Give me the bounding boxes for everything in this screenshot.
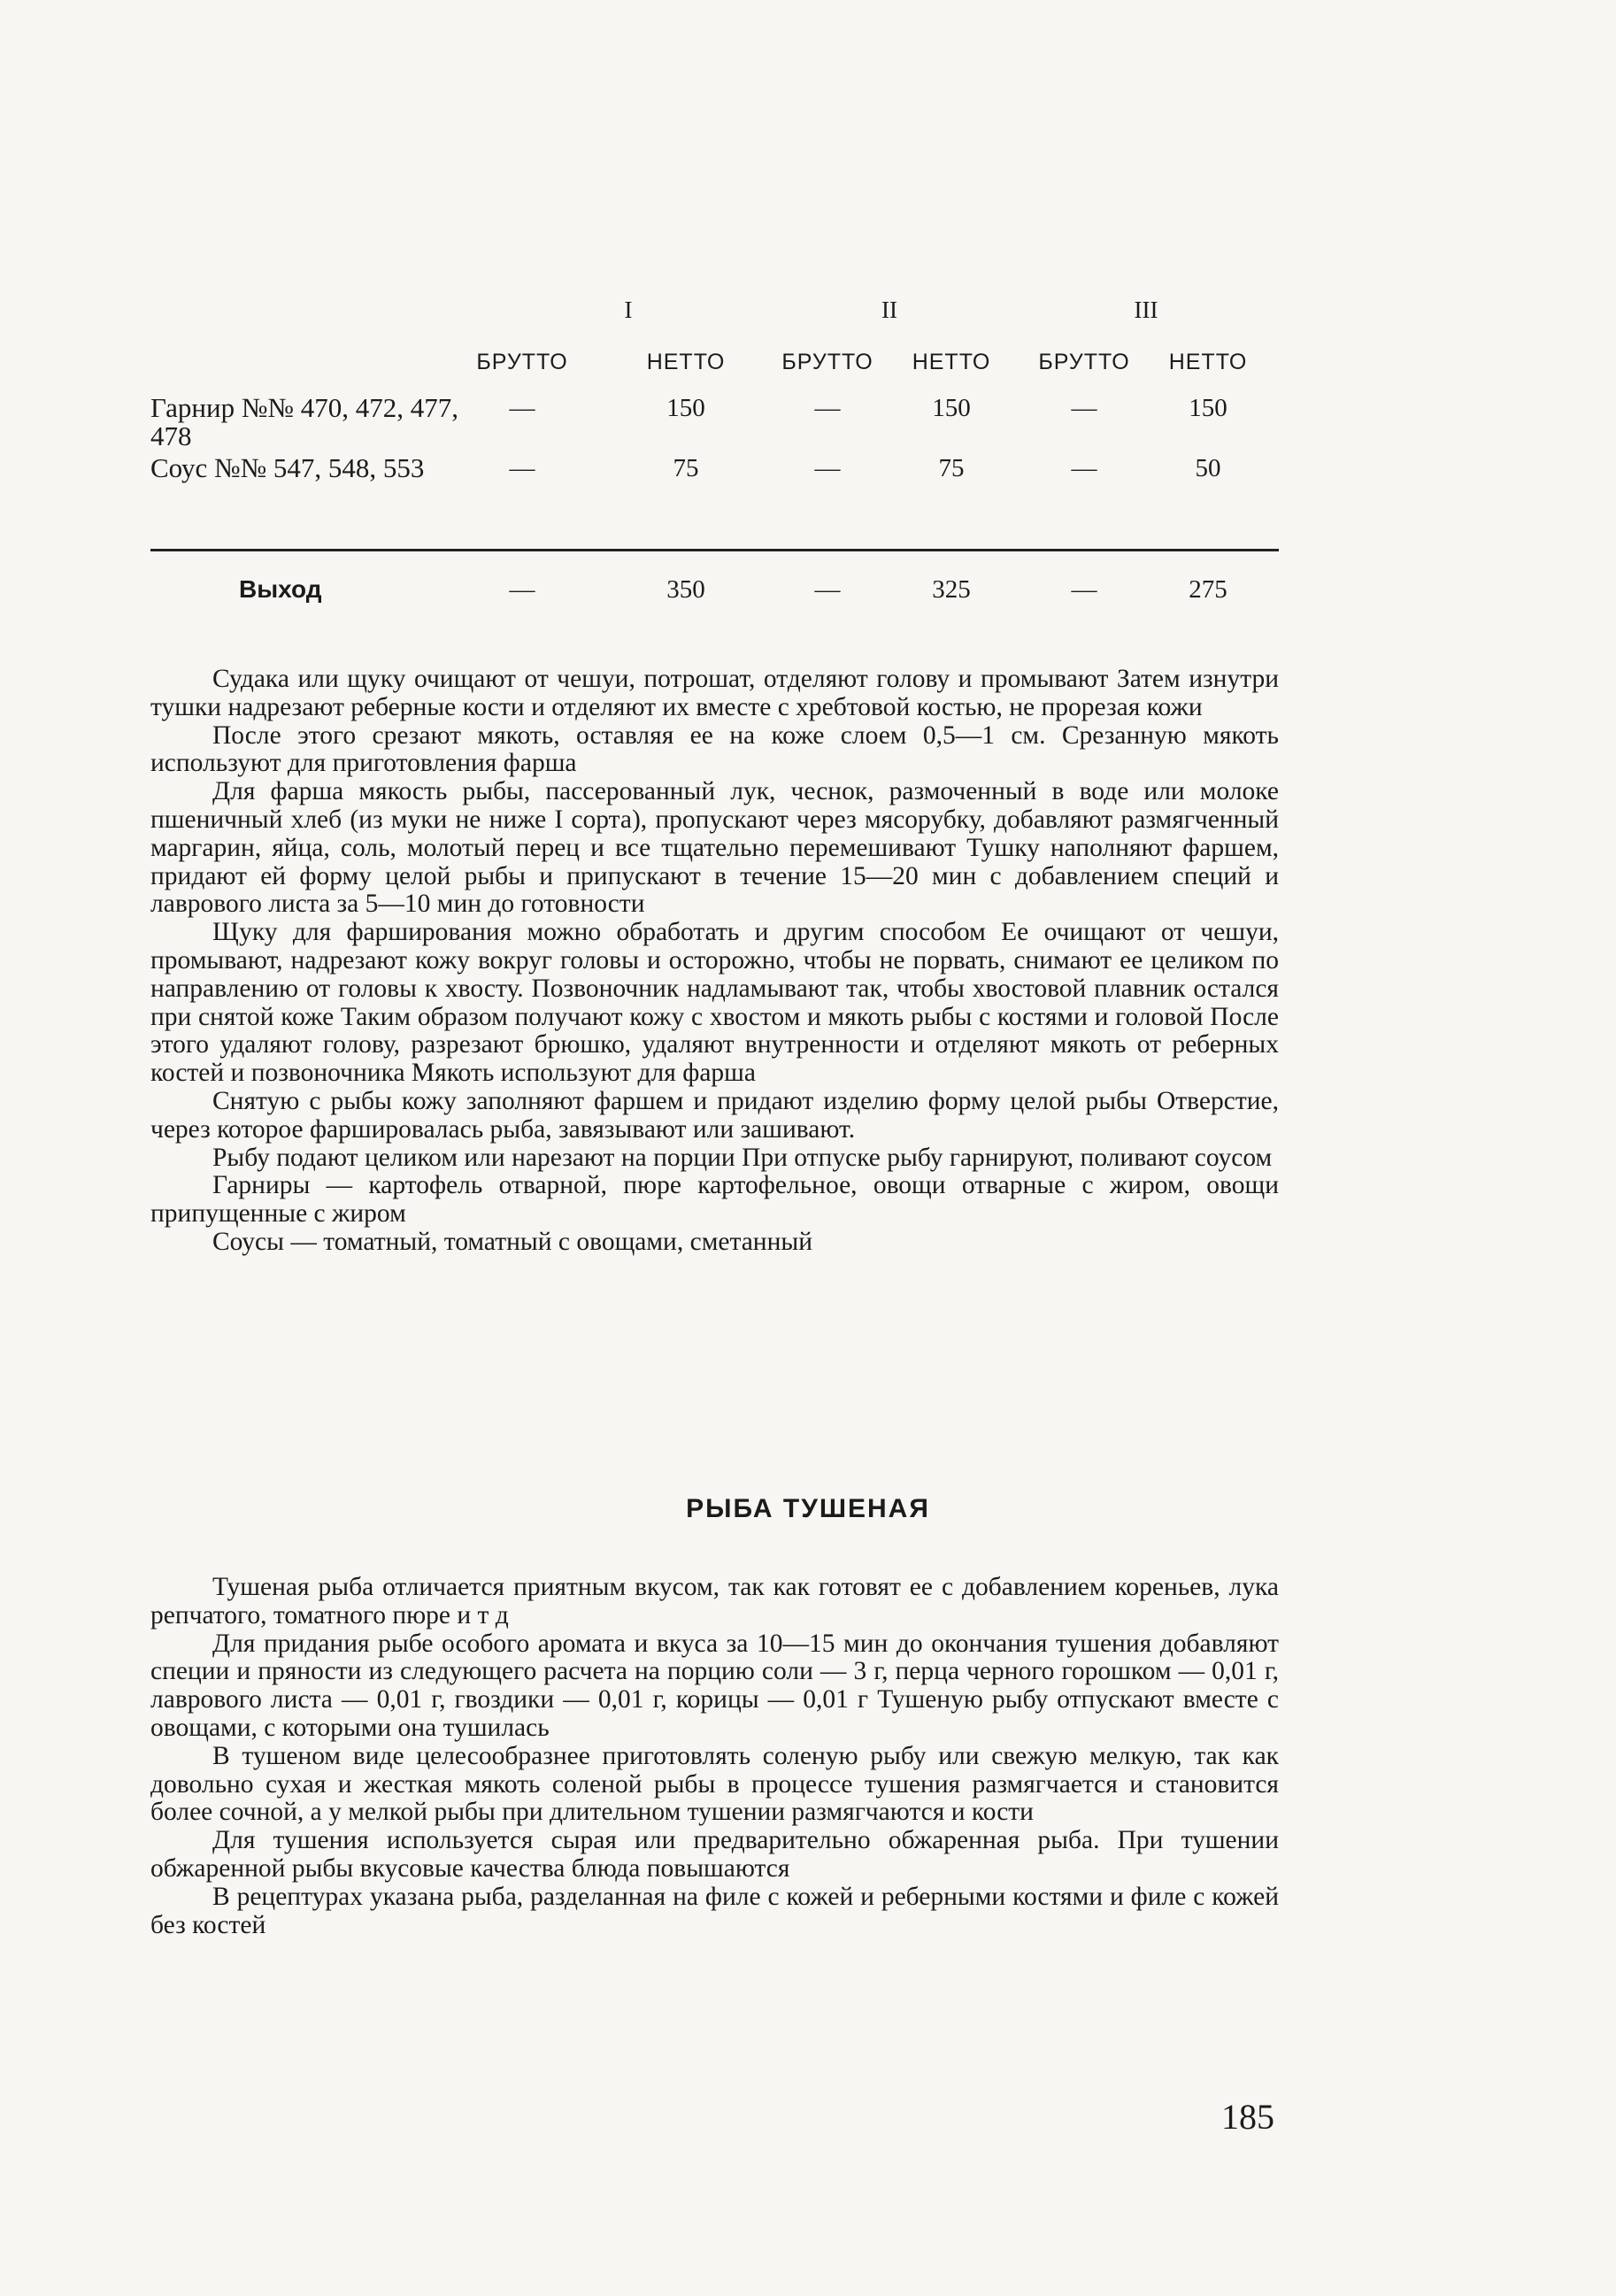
row-label: Гарнир №№ 470, 472, 477, 478: [150, 392, 458, 451]
group-label: II: [881, 297, 897, 323]
column-header: БРУТТО: [1038, 350, 1130, 374]
table-cell: —: [1071, 394, 1097, 422]
table-row: [150, 454, 1279, 489]
paragraph: В тушеном виде целесообразнее приготовлять соленую рыбу или свежую мелкую, так как довольно сухая и жесткая мякоть соленой рыбы в процессе тушения размягчается и становится более сочной, а у мелкой рыбы при длительном тушении размягчаются и кости: [150, 1741, 1279, 1827]
column-header: БРУТТО: [476, 350, 568, 374]
section-body: [150, 1574, 1279, 1939]
table-cell: —: [814, 575, 841, 604]
table-cell: —: [814, 454, 841, 482]
table-cell: —: [1071, 575, 1097, 604]
paragraph: Для придания рыбе особого аромата и вкуса за 10—15 мин до окончания тушения добавляют специи и пряности из следующего расчета на порцию соли — 3 г, перца черного горошком — 0,01 г, лаврового листа — 0,01 г, гвоздики — 0,01 г, корицы — 0,01 г Тушеную рыбу отпускают вместе с овощами, с которыми она тушилась: [150, 1629, 1279, 1742]
table-cell: 325: [932, 575, 971, 604]
page-number: 185: [1221, 2097, 1274, 2137]
group-label: III: [1134, 297, 1158, 323]
table-cell: 50: [1195, 454, 1221, 482]
table-cell: 75: [673, 454, 699, 482]
column-header: НЕТТО: [1168, 350, 1248, 374]
table-column-header: [150, 350, 1279, 385]
yield-label: Выход: [239, 575, 322, 603]
table-cell: —: [509, 454, 535, 482]
paragraph: После этого срезают мякоть, оставляя ее на коже слоем 0,5—1 см. Срезанную мякоть используют для приготовления фарша: [150, 720, 1279, 778]
table-cell: 150: [1189, 394, 1227, 422]
paragraph: Гарниры — картофель отварной, пюре картофельное, овощи отварные с жиром, овощи припущенные с жиром: [150, 1171, 1279, 1229]
paragraph: В рецептурах указана рыба, разделанная на филе с кожей и реберными костями и филе с кожей без костей: [150, 1882, 1279, 1939]
table-cell: —: [509, 575, 535, 604]
table-cell: —: [509, 394, 535, 422]
table-cell: 75: [938, 454, 965, 482]
recipe-instructions: [150, 666, 1279, 1257]
row-label: Соус №№ 547, 548, 553: [150, 452, 425, 483]
paragraph: Снятую с рыбы кожу заполняют фаршем и придают изделию форму целой рыбы Отверстие, через которое фаршировалась рыба, завязывают или зашивают.: [150, 1086, 1279, 1144]
table-cell: 150: [666, 394, 705, 422]
table-divider: [150, 549, 1279, 551]
column-header: НЕТТО: [912, 350, 991, 374]
table-row: [150, 394, 1279, 456]
table-cell: 350: [666, 575, 705, 604]
column-header: НЕТТО: [646, 350, 726, 374]
paragraph: Судака или щуку очищают от чешуи, потрошат, отделяют голову и промывают Затем изнутри тушки надрезают реберные кости и отделяют их вместе с хребтовой костью, не прорезая кожи: [150, 665, 1279, 721]
group-label: I: [624, 297, 633, 323]
paragraph: Щуку для фарширования можно обработать и другим способом Ее очищают от чешуи, промывают, надрезают кожу вокруг головы и осторожно, чтобы не порвать, снимают ее целиком по направлению от головы к хвосту. Позвоночник надламывают так, чтобы хвостовой плавник остался при снятой коже Таким образом получают кожу с хвостом и мякоть рыбы с костями и головой После этого удаляют голову, разрезают брюшко, удаляют внутренности и отделяют мякоть от реберных костей и позвоночника Мякоть используют для фарша: [150, 918, 1279, 1088]
table-cell: —: [1071, 454, 1097, 482]
table-cell: 150: [932, 394, 971, 422]
table-row-yield: [150, 575, 1279, 611]
column-header: БРУТТО: [781, 350, 873, 374]
table-group-header: [150, 297, 1279, 332]
table-cell: 275: [1189, 575, 1227, 604]
paragraph: Тушеная рыба отличается приятным вкусом, так как готовят ее с добавлением кореньев, лука репчатого, томатного пюре и т д: [150, 1573, 1279, 1630]
table-cell: —: [814, 394, 841, 422]
section-title: РЫБА ТУШЕНАЯ: [686, 1494, 930, 1523]
paragraph: Для фарша мякость рыбы, пассерованный лук, чеснок, размоченный в воде или молоке пшеничный хлеб (из муки не ниже I сорта), пропускают через мясорубку, добавляют размягченный маргарин, яйца, соль, молотый перец и все тщательно перемешивают Тушку наполняют фаршем, придают ей форму целой рыбы и припускают в течение 15—20 мин с добавлением специй и лаврового листа за 5—10 мин до готовности: [150, 777, 1279, 919]
paragraph: Соусы — томатный, томатный с овощами, сметанный: [212, 1227, 812, 1256]
paragraph: Для тушения используется сырая или предварительно обжаренная рыба. При тушении обжаренной рыбы вкусовые качества блюда повышаются: [150, 1826, 1279, 1883]
paragraph: Рыбу подают целиком или нарезают на порции При отпуске рыбу гарнируют, поливают соусом: [212, 1143, 1273, 1172]
